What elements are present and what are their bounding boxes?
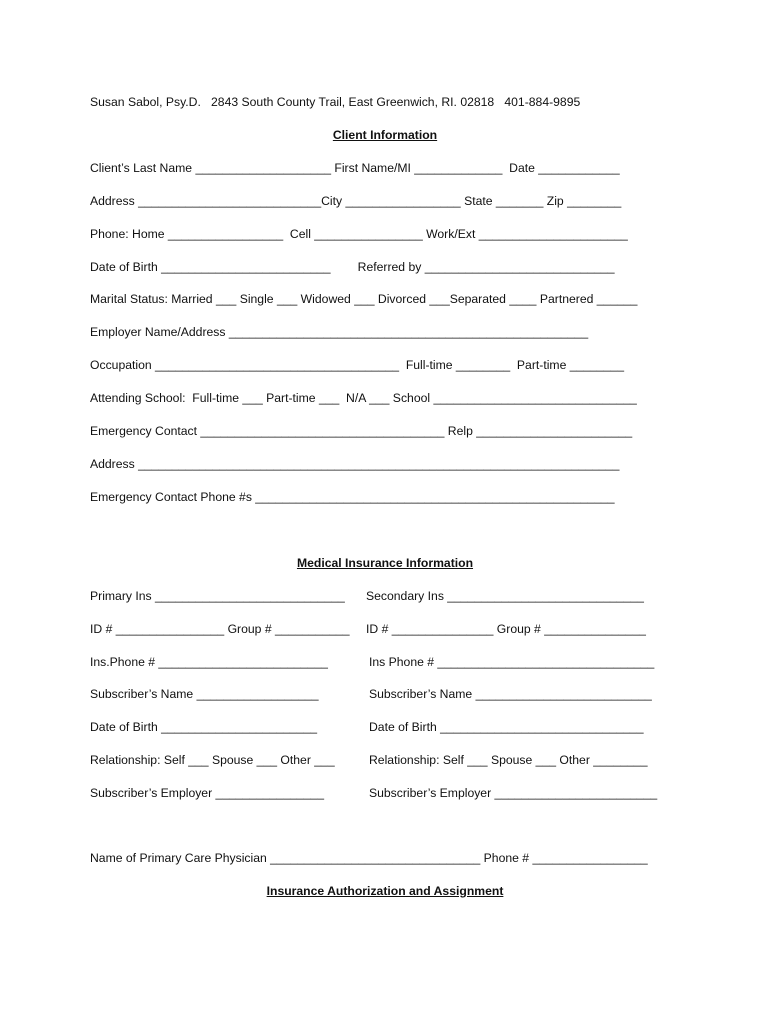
client-info-heading: Client Information xyxy=(332,128,438,142)
ins-row-left[interactable]: Ins.Phone # _________________________ xyxy=(90,655,328,669)
emergency-phone-row[interactable]: Emergency Contact Phone #s _____________________________________________________ xyxy=(90,490,615,504)
authorization-heading: Insurance Authorization and Assignment xyxy=(266,884,504,898)
ins-row-right[interactable]: Subscriber’s Name __________________________ xyxy=(369,687,652,701)
ins-row-left[interactable]: Subscriber’s Name __________________ xyxy=(90,687,319,701)
ins-row-right[interactable]: Date of Birth ______________________________ xyxy=(369,720,644,734)
dob-referred-row[interactable]: Date of Birth _________________________ Referred by ____________________________ xyxy=(90,260,615,274)
employer-row[interactable]: Employer Name/Address _____________________________________________________ xyxy=(90,325,589,339)
practice-header: Susan Sabol, Psy.D. 2843 South County Trail, East Greenwich, RI. 02818 401-884-9895 xyxy=(90,95,581,109)
insurance-info-heading: Medical Insurance Information xyxy=(296,556,474,570)
ins-row-left[interactable]: Relationship: Self ___ Spouse ___ Other ___ xyxy=(90,753,335,767)
client-last-name-row[interactable]: Client’s Last Name ____________________ First Name/MI _____________ Date ____________ xyxy=(90,161,620,175)
ins-row-left[interactable]: ID # ________________ Group # ___________ xyxy=(90,622,350,636)
attending-school-row[interactable]: Attending School: Full-time ___ Part-time ___ N/A ___ School ______________________________ xyxy=(90,391,637,405)
occupation-row[interactable]: Occupation ____________________________________ Full-time ________ Part-time ________ xyxy=(90,358,624,372)
ins-row-right[interactable]: Secondary Ins _____________________________ xyxy=(366,589,644,603)
ins-row-left[interactable]: Subscriber’s Employer ________________ xyxy=(90,786,324,800)
emergency-address-row[interactable]: Address _______________________________________________________________________ xyxy=(90,457,620,471)
phone-row[interactable]: Phone: Home _________________ Cell ________________ Work/Ext ______________________ xyxy=(90,227,628,241)
ins-row-left[interactable]: Primary Ins ____________________________ xyxy=(90,589,345,603)
emergency-contact-row[interactable]: Emergency Contact ____________________________________ Relp _______________________ xyxy=(90,424,633,438)
ins-row-right[interactable]: Subscriber’s Employer ________________________ xyxy=(369,786,658,800)
marital-status-row[interactable]: Marital Status: Married ___ Single ___ Widowed ___ Divorced ___Separated ____ Partnered ______ xyxy=(90,292,638,306)
ins-row-right[interactable]: Ins Phone # ________________________________ xyxy=(369,655,655,669)
ins-row-right[interactable]: ID # _______________ Group # _______________ xyxy=(366,622,646,636)
address-row[interactable]: Address ___________________________City _________________ State _______ Zip ________ xyxy=(90,194,622,208)
ins-row-right[interactable]: Relationship: Self ___ Spouse ___ Other ________ xyxy=(369,753,648,767)
ins-row-left[interactable]: Date of Birth _______________________ xyxy=(90,720,318,734)
primary-care-physician-row[interactable]: Name of Primary Care Physician _______________________________ Phone # _________________ xyxy=(90,851,648,865)
